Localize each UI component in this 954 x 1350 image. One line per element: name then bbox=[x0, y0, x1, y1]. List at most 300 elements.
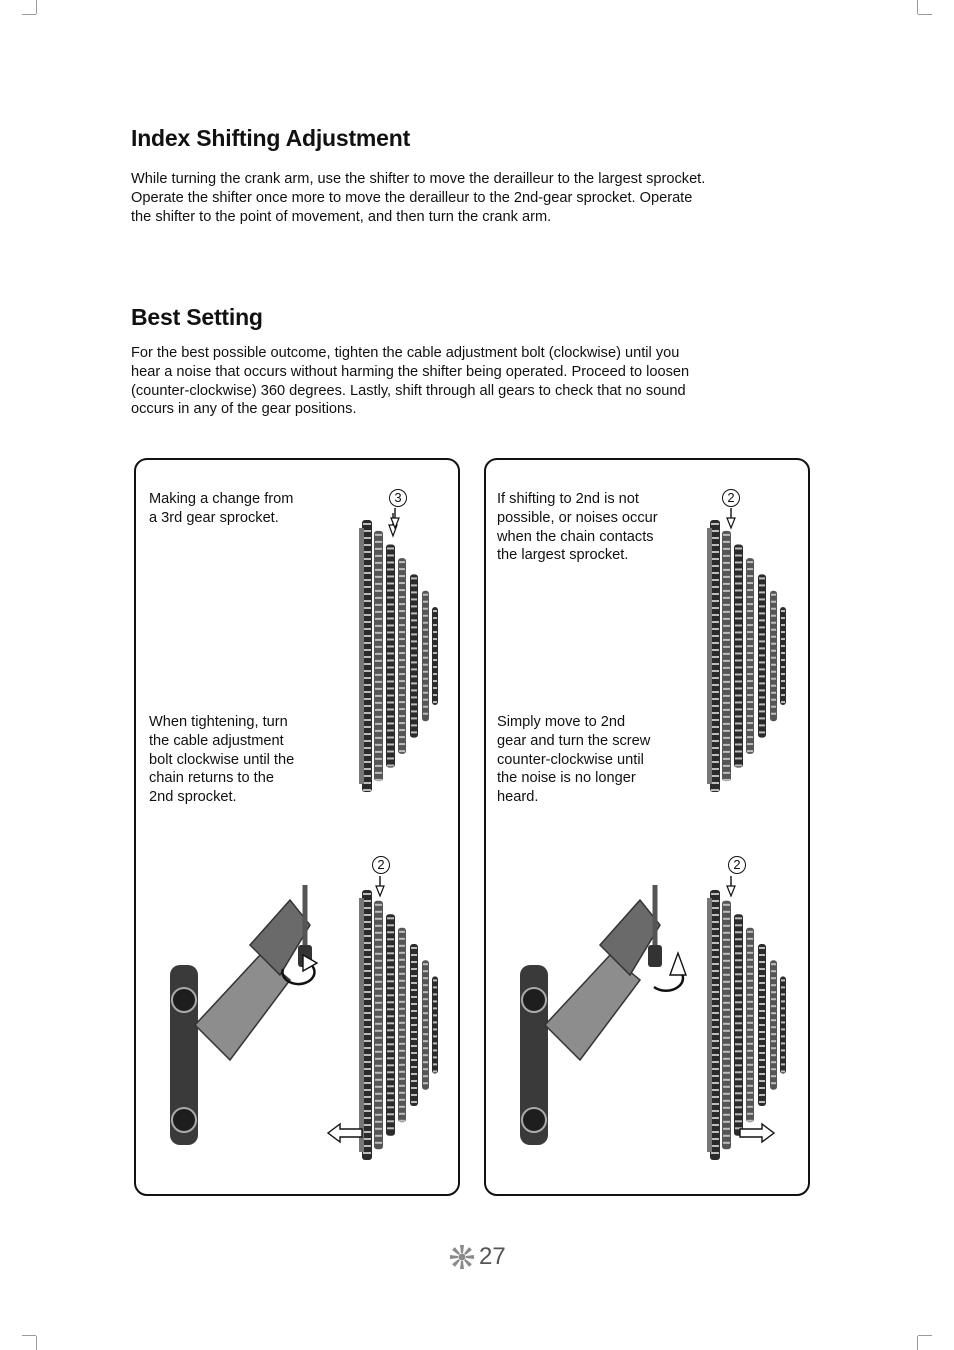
sprocket-tooth bbox=[781, 610, 785, 612]
sprocket-tooth bbox=[433, 1014, 437, 1016]
sprocket-tooth bbox=[735, 617, 742, 619]
sprocket-tooth bbox=[399, 1099, 405, 1101]
sprocket-tooth bbox=[723, 1128, 730, 1130]
sprocket-tooth bbox=[363, 747, 371, 749]
sprocket-tooth bbox=[375, 925, 382, 927]
sprocket-tooth bbox=[735, 554, 742, 556]
sprocket-tooth bbox=[423, 1061, 428, 1063]
sprocket-tooth bbox=[747, 1120, 753, 1122]
sprocket-tooth bbox=[723, 974, 730, 976]
tension-pulley bbox=[172, 1108, 196, 1132]
caption-line: when the chain contacts bbox=[497, 528, 654, 545]
sprocket-tooth bbox=[399, 694, 405, 696]
sprocket-tooth bbox=[771, 1047, 776, 1049]
sprocket-tooth bbox=[433, 631, 437, 633]
sprocket-tooth bbox=[387, 575, 394, 577]
caption-line: bolt clockwise until the bbox=[149, 751, 295, 768]
sprocket-tooth bbox=[735, 917, 742, 919]
sprocket-tooth bbox=[399, 743, 405, 745]
caption-line: gear and turn the screw bbox=[497, 732, 651, 749]
sprocket-tooth bbox=[747, 708, 753, 710]
sprocket-tooth bbox=[723, 1037, 730, 1039]
sprocket-tooth bbox=[735, 980, 742, 982]
sprocket-tooth bbox=[411, 1045, 417, 1047]
sprocket-tooth bbox=[375, 967, 382, 969]
sprocket-tooth bbox=[399, 715, 405, 717]
sprocket-tooth bbox=[433, 645, 437, 647]
sprocket-tooth bbox=[759, 961, 765, 963]
sprocket-tooth bbox=[399, 687, 405, 689]
sprocket-tooth bbox=[411, 1066, 417, 1068]
sprocket-tooth bbox=[411, 577, 417, 579]
sprocket-tooth bbox=[375, 1044, 382, 1046]
sprocket-tooth bbox=[387, 938, 394, 940]
sprocket-tooth bbox=[363, 928, 371, 930]
sprocket-tooth bbox=[747, 1085, 753, 1087]
sprocket-tooth bbox=[411, 1101, 417, 1103]
sprocket-tooth bbox=[375, 1023, 382, 1025]
sprocket-tooth bbox=[423, 622, 428, 624]
sprocket-tooth bbox=[711, 593, 719, 595]
sprocket-tooth bbox=[711, 712, 719, 714]
sprocket-tooth bbox=[363, 1047, 371, 1049]
sprocket-tooth bbox=[387, 568, 394, 570]
sprocket-tooth bbox=[363, 628, 371, 630]
sprocket-tooth bbox=[363, 656, 371, 658]
sprocket-tooth bbox=[735, 945, 742, 947]
sprocket-tooth bbox=[711, 719, 719, 721]
sprocket-tooth bbox=[399, 1022, 405, 1024]
sprocket-tooth bbox=[781, 1049, 785, 1051]
sprocket-tooth bbox=[781, 666, 785, 668]
caption-line: the cable adjustment bbox=[149, 732, 284, 749]
sprocket-tooth bbox=[387, 736, 394, 738]
sprocket-tooth bbox=[711, 1117, 719, 1119]
sprocket-tooth bbox=[423, 1054, 428, 1056]
sprocket-tooth bbox=[723, 1044, 730, 1046]
sprocket-tooth bbox=[375, 590, 382, 592]
sprocket-tooth bbox=[735, 575, 742, 577]
sprocket-tooth bbox=[711, 1103, 719, 1105]
sprocket-tooth bbox=[723, 660, 730, 662]
sprocket-tooth bbox=[375, 904, 382, 906]
sprocket-tooth bbox=[747, 1015, 753, 1017]
sprocket-tooth bbox=[387, 603, 394, 605]
sprocket-tooth bbox=[735, 750, 742, 752]
sprocket-tooth bbox=[771, 594, 776, 596]
sprocket-tooth bbox=[735, 931, 742, 933]
sprocket-tooth bbox=[723, 1107, 730, 1109]
sprocket-tooth bbox=[363, 942, 371, 944]
down-arrow-icon bbox=[727, 518, 735, 528]
sprocket-tooth bbox=[747, 687, 753, 689]
sprocket-tooth bbox=[363, 684, 371, 686]
sprocket-tooth bbox=[711, 1152, 719, 1154]
sprocket-tooth bbox=[723, 744, 730, 746]
sprocket-tooth bbox=[375, 1030, 382, 1032]
sprocket-tooth bbox=[375, 1142, 382, 1144]
sprocket-tooth bbox=[771, 713, 776, 715]
sprocket-tooth bbox=[759, 689, 765, 691]
sprocket-tooth bbox=[723, 1016, 730, 1018]
sprocket-tooth bbox=[363, 921, 371, 923]
sprocket-tooth bbox=[711, 565, 719, 567]
sprocket-tooth bbox=[771, 692, 776, 694]
sprocket-tooth bbox=[723, 932, 730, 934]
sprocket-tooth bbox=[711, 579, 719, 581]
sprocket-tooth bbox=[735, 994, 742, 996]
sprocket-tooth bbox=[771, 622, 776, 624]
sprocket-tooth bbox=[735, 764, 742, 766]
sprocket-tooth bbox=[759, 947, 765, 949]
cable-adjust-bolt bbox=[648, 945, 662, 967]
sprocket-tooth bbox=[723, 1002, 730, 1004]
sprocket-tooth bbox=[411, 591, 417, 593]
sprocket-tooth bbox=[411, 982, 417, 984]
sprocket-tooth bbox=[399, 666, 405, 668]
sprocket-tooth bbox=[375, 946, 382, 948]
caption-line: the largest sprocket. bbox=[497, 547, 629, 564]
sprocket-tooth bbox=[363, 1117, 371, 1119]
sprocket-tooth bbox=[399, 652, 405, 654]
sprocket-tooth bbox=[735, 1043, 742, 1045]
sprocket-tooth bbox=[711, 928, 719, 930]
sprocket-tooth bbox=[735, 631, 742, 633]
caption-line: Simply move to 2nd bbox=[497, 714, 626, 730]
caption-line: When tightening, turn bbox=[149, 714, 288, 730]
sprocket-tooth bbox=[399, 659, 405, 661]
caption-line: chain returns to the bbox=[149, 770, 274, 787]
sprocket-tooth bbox=[387, 701, 394, 703]
sprocket-tooth bbox=[735, 638, 742, 640]
sprocket-tooth bbox=[723, 674, 730, 676]
sprocket-tooth bbox=[363, 586, 371, 588]
sprocket-tooth bbox=[771, 991, 776, 993]
sprocket-tooth bbox=[399, 568, 405, 570]
sprocket-tooth bbox=[387, 994, 394, 996]
sprocket-tooth bbox=[399, 938, 405, 940]
sprocket-tooth bbox=[759, 605, 765, 607]
sprocket-tooth bbox=[363, 1096, 371, 1098]
sprocket-tooth bbox=[423, 601, 428, 603]
rotation-arrowhead-icon bbox=[670, 953, 686, 975]
sprocket-tooth bbox=[771, 1026, 776, 1028]
sprocket-tooth bbox=[711, 537, 719, 539]
sprocket-tooth bbox=[423, 650, 428, 652]
sprocket-tooth bbox=[399, 701, 405, 703]
sprocket-tooth bbox=[411, 1003, 417, 1005]
sprocket-tooth bbox=[759, 1066, 765, 1068]
sprocket-tooth bbox=[375, 695, 382, 697]
sprocket-tooth bbox=[363, 600, 371, 602]
sprocket-tooth bbox=[771, 699, 776, 701]
sprocket-tooth bbox=[711, 1131, 719, 1133]
sprocket-tooth bbox=[375, 751, 382, 753]
sprocket-tooth bbox=[375, 981, 382, 983]
sprocket-tooth bbox=[375, 772, 382, 774]
sprocket-tooth bbox=[433, 986, 437, 988]
sprocket-tooth bbox=[363, 593, 371, 595]
sprocket-tooth bbox=[781, 645, 785, 647]
sprocket-tooth bbox=[735, 736, 742, 738]
sprocket-tooth bbox=[411, 1038, 417, 1040]
sprocket bbox=[780, 607, 786, 705]
sprocket-tooth bbox=[781, 624, 785, 626]
sprocket-tooth bbox=[375, 960, 382, 962]
sprocket-tooth bbox=[747, 1064, 753, 1066]
sprocket-tooth bbox=[747, 736, 753, 738]
sprocket-tooth bbox=[781, 979, 785, 981]
caption-line: If shifting to 2nd is not bbox=[497, 491, 639, 507]
sprocket-tooth bbox=[723, 1058, 730, 1060]
sprocket-tooth bbox=[433, 680, 437, 682]
sprocket-tooth bbox=[375, 1016, 382, 1018]
sprocket-tooth bbox=[781, 673, 785, 675]
sprocket-tooth bbox=[759, 717, 765, 719]
sprocket-tooth bbox=[781, 1056, 785, 1058]
sprocket-tooth bbox=[363, 565, 371, 567]
sprocket-tooth bbox=[735, 959, 742, 961]
sprocket-tooth bbox=[363, 1068, 371, 1070]
sprocket-tooth bbox=[399, 624, 405, 626]
sprocket-tooth bbox=[375, 737, 382, 739]
sprocket-tooth bbox=[363, 1061, 371, 1063]
sprocket-tooth bbox=[711, 942, 719, 944]
sprocket-tooth bbox=[723, 646, 730, 648]
sprocket-tooth bbox=[433, 1035, 437, 1037]
sprocket-tooth bbox=[411, 668, 417, 670]
sprocket bbox=[422, 591, 429, 722]
sprocket-tooth bbox=[723, 632, 730, 634]
sprocket-tooth bbox=[399, 1015, 405, 1017]
sprocket-tooth bbox=[723, 604, 730, 606]
sprocket-tooth bbox=[423, 664, 428, 666]
sprocket-tooth bbox=[375, 611, 382, 613]
sprocket-tooth bbox=[781, 1070, 785, 1072]
sprocket-tooth bbox=[423, 706, 428, 708]
sprocket-tooth bbox=[747, 1008, 753, 1010]
sprocket-tooth bbox=[711, 754, 719, 756]
sprocket-tooth bbox=[411, 954, 417, 956]
sprocket-tooth bbox=[375, 604, 382, 606]
sprocket-tooth bbox=[759, 1010, 765, 1012]
sprocket-tooth bbox=[375, 702, 382, 704]
sprocket-tooth bbox=[399, 582, 405, 584]
sprocket-tooth bbox=[759, 703, 765, 705]
sprocket-tooth bbox=[735, 757, 742, 759]
sprocket-tooth bbox=[723, 1072, 730, 1074]
sprocket-tooth bbox=[423, 1012, 428, 1014]
sprocket-tooth bbox=[423, 643, 428, 645]
sprocket-tooth bbox=[387, 729, 394, 731]
sprocket-tooth bbox=[363, 970, 371, 972]
sprocket-tooth bbox=[747, 610, 753, 612]
sprocket-tooth bbox=[723, 967, 730, 969]
sprocket-tooth bbox=[759, 1045, 765, 1047]
sprocket-tooth bbox=[363, 1005, 371, 1007]
sprocket-tooth bbox=[711, 775, 719, 777]
sprocket-tooth bbox=[771, 1040, 776, 1042]
sprocket-tooth bbox=[423, 692, 428, 694]
sprocket-tooth bbox=[723, 904, 730, 906]
sprocket-tooth bbox=[423, 1075, 428, 1077]
sprocket-tooth bbox=[363, 1131, 371, 1133]
sprocket-tooth bbox=[399, 610, 405, 612]
sprocket-tooth bbox=[781, 659, 785, 661]
chain bbox=[707, 528, 712, 784]
sprocket-tooth bbox=[363, 719, 371, 721]
sprocket-tooth bbox=[411, 961, 417, 963]
sprocket-tooth bbox=[399, 722, 405, 724]
sprocket-tooth bbox=[735, 701, 742, 703]
sprocket-tooth bbox=[759, 989, 765, 991]
sprocket-tooth bbox=[711, 782, 719, 784]
section-heading-best-setting: Best Setting bbox=[131, 304, 263, 330]
sprocket-tooth bbox=[375, 744, 382, 746]
sprocket-tooth bbox=[723, 1135, 730, 1137]
sprocket-tooth bbox=[735, 1113, 742, 1115]
sprocket-tooth bbox=[375, 1009, 382, 1011]
jockey-pulley bbox=[522, 988, 546, 1012]
sprocket-tooth bbox=[723, 751, 730, 753]
sprocket-tooth bbox=[735, 1092, 742, 1094]
sprocket-tooth bbox=[735, 1106, 742, 1108]
sprocket-tooth bbox=[363, 907, 371, 909]
chain bbox=[359, 528, 364, 784]
sprocket-tooth bbox=[387, 547, 394, 549]
sprocket-tooth bbox=[387, 554, 394, 556]
sprocket-tooth bbox=[387, 1050, 394, 1052]
sprocket-tooth bbox=[363, 698, 371, 700]
sprocket-tooth bbox=[363, 984, 371, 986]
sprocket-tooth bbox=[711, 1033, 719, 1035]
sprocket-tooth bbox=[711, 921, 719, 923]
sprocket-tooth bbox=[363, 558, 371, 560]
sprocket-tooth bbox=[747, 973, 753, 975]
sprocket-tooth bbox=[387, 980, 394, 982]
sprocket-tooth bbox=[781, 652, 785, 654]
sprocket-tooth bbox=[747, 980, 753, 982]
sprocket-tooth bbox=[411, 612, 417, 614]
sprocket-tooth bbox=[375, 1128, 382, 1130]
sprocket-tooth bbox=[759, 1003, 765, 1005]
sprocket-tooth bbox=[433, 659, 437, 661]
sprocket-tooth bbox=[363, 635, 371, 637]
sprocket-tooth bbox=[411, 996, 417, 998]
sprocket-tooth bbox=[747, 624, 753, 626]
sprocket-tooth bbox=[363, 956, 371, 958]
sprocket-tooth bbox=[411, 975, 417, 977]
sprocket-tooth bbox=[723, 611, 730, 613]
sprocket-tooth bbox=[375, 688, 382, 690]
sprocket-tooth bbox=[723, 946, 730, 948]
sprocket-tooth bbox=[387, 959, 394, 961]
sprocket-tooth bbox=[363, 607, 371, 609]
sprocket bbox=[770, 591, 777, 722]
sprocket-tooth bbox=[423, 1068, 428, 1070]
sprocket-tooth bbox=[423, 977, 428, 979]
sprocket-tooth bbox=[759, 1080, 765, 1082]
sprocket-tooth bbox=[723, 1142, 730, 1144]
chain bbox=[359, 898, 364, 1152]
sprocket-tooth bbox=[723, 569, 730, 571]
sprocket-tooth bbox=[375, 569, 382, 571]
sprocket-tooth bbox=[747, 575, 753, 577]
sprocket-tooth bbox=[711, 698, 719, 700]
sprocket-tooth bbox=[735, 624, 742, 626]
sprocket-tooth bbox=[399, 973, 405, 975]
sprocket-tooth bbox=[411, 1017, 417, 1019]
sprocket-tooth bbox=[723, 695, 730, 697]
sprocket-tooth bbox=[387, 694, 394, 696]
sprocket-tooth bbox=[735, 708, 742, 710]
sprocket-tooth bbox=[759, 1059, 765, 1061]
sprocket-tooth bbox=[723, 597, 730, 599]
sprocket-tooth bbox=[363, 782, 371, 784]
sprocket-tooth bbox=[747, 582, 753, 584]
sprocket bbox=[374, 901, 383, 1149]
sprocket-tooth bbox=[747, 645, 753, 647]
sprocket-tooth bbox=[433, 694, 437, 696]
sprocket-tooth bbox=[387, 1057, 394, 1059]
sprocket-tooth bbox=[723, 1100, 730, 1102]
sprocket-tooth bbox=[723, 988, 730, 990]
sprocket-tooth bbox=[433, 979, 437, 981]
sprocket-tooth bbox=[735, 729, 742, 731]
sprocket-tooth bbox=[399, 945, 405, 947]
sprocket-tooth bbox=[433, 666, 437, 668]
sprocket-tooth bbox=[723, 625, 730, 627]
sprocket-tooth bbox=[387, 952, 394, 954]
sprocket-tooth bbox=[735, 652, 742, 654]
sprocket-tooth bbox=[711, 684, 719, 686]
sprocket-tooth bbox=[433, 701, 437, 703]
sprocket-tooth bbox=[375, 576, 382, 578]
sprocket-tooth bbox=[735, 743, 742, 745]
sprocket-tooth bbox=[375, 1086, 382, 1088]
sprocket-tooth bbox=[363, 1138, 371, 1140]
sprocket-tooth bbox=[711, 1040, 719, 1042]
sprocket bbox=[780, 976, 786, 1073]
sprocket-tooth bbox=[735, 1099, 742, 1101]
sprocket-tooth bbox=[399, 603, 405, 605]
sprocket-tooth bbox=[387, 610, 394, 612]
sprocket-tooth bbox=[747, 561, 753, 563]
sprocket-tooth bbox=[363, 1103, 371, 1105]
sprocket-tooth bbox=[771, 1075, 776, 1077]
sprocket-tooth bbox=[781, 1028, 785, 1030]
sprocket-tooth bbox=[723, 618, 730, 620]
sprocket-tooth bbox=[375, 555, 382, 557]
sprocket-tooth bbox=[771, 664, 776, 666]
sprocket-tooth bbox=[375, 653, 382, 655]
sprocket-tooth bbox=[375, 1107, 382, 1109]
sprocket-tooth bbox=[711, 600, 719, 602]
sprocket-tooth bbox=[781, 687, 785, 689]
chain bbox=[707, 898, 712, 1152]
caption-line: heard. bbox=[497, 789, 539, 806]
sprocket-tooth bbox=[433, 1007, 437, 1009]
sprocket-tooth bbox=[747, 1071, 753, 1073]
sprocket-tooth bbox=[747, 729, 753, 731]
sprocket-tooth bbox=[747, 1092, 753, 1094]
sprocket-tooth bbox=[759, 675, 765, 677]
sprocket-tooth bbox=[363, 733, 371, 735]
sprocket-tooth bbox=[423, 1047, 428, 1049]
sprocket-tooth bbox=[411, 989, 417, 991]
sprocket-tooth bbox=[735, 694, 742, 696]
sprocket-tooth bbox=[399, 966, 405, 968]
